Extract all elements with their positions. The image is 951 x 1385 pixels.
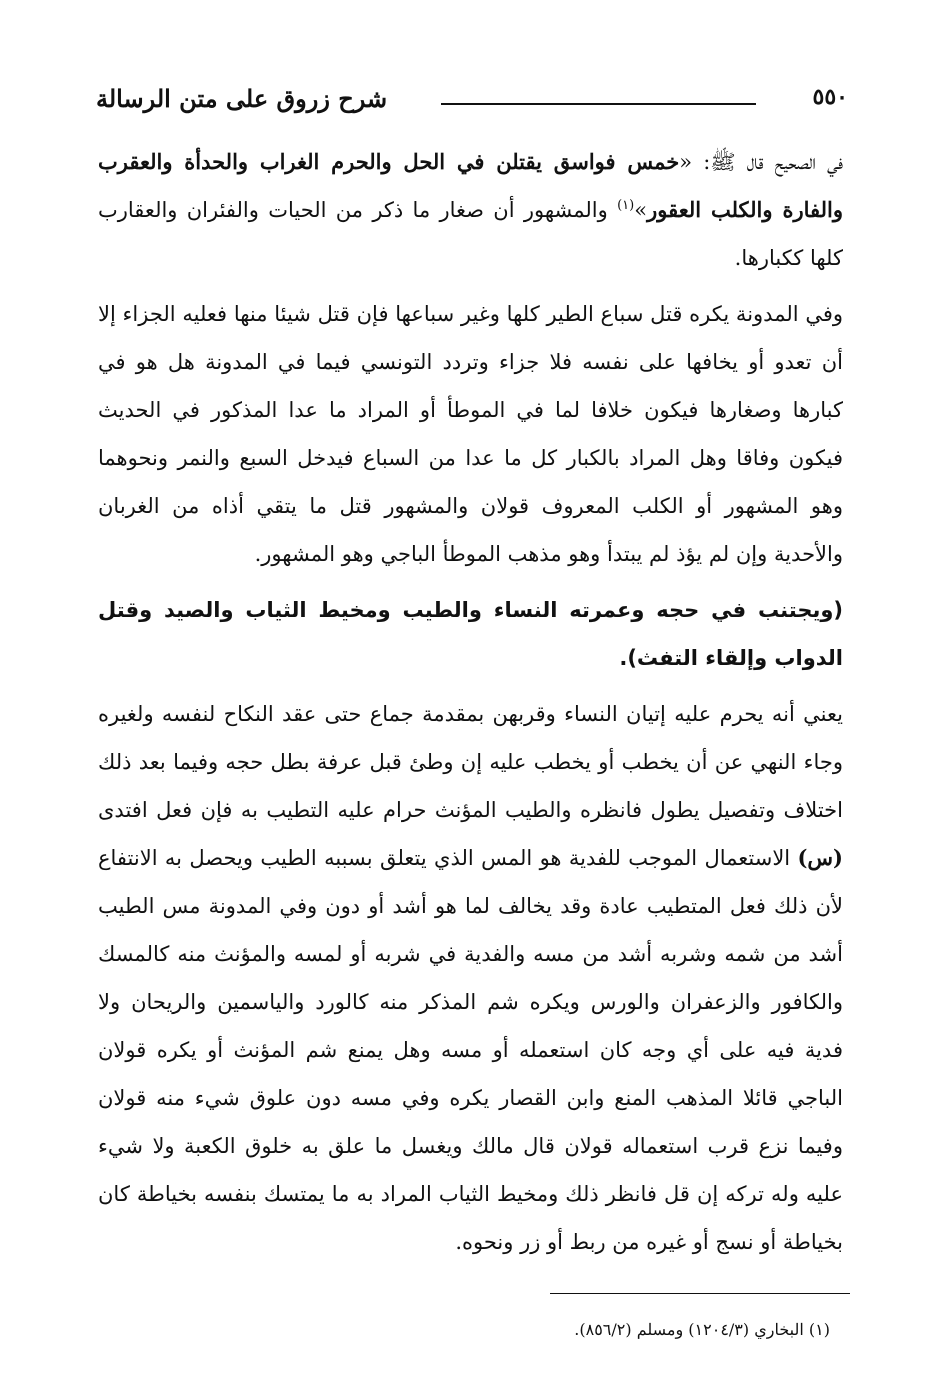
paragraph-hadith [98, 138, 843, 282]
footnote-rule [550, 1293, 850, 1294]
paragraph-commentary [98, 690, 843, 1266]
quote-close: » [634, 198, 648, 222]
commentary-part-2: الاستعمال الموجب للفدية هو المس الذي يتعلق بسببه الطيب ويحصل به الانتفاع لأن ذلك فعل المتطيب عادة وقد يخالف لما هو أشد أو دون وفي المدونة مس الطيب أشد من شمه وشربه أشد من مسه والفدية في شربه أو لمسه والمؤنث منه كالمسك والكافور والزعفران والورس ويكره شم المذكر منه كالورد والياسمين والريحان ولا فدية فيه على أي وجه كان استعمله أو مسه وهل يمنع شم المؤنث أو يكره قولان الباجي قائلا المذهب المنع وابن القصار يكره وفي مسه دون علوق شيء منه قولان وفيما نزع قرب استعماله قولان قال مالك ويغسل ما علق به خلوق الكعبة ولا شيء عليه وله تركه إن قل فانظر ذلك ومخيط الثياب المراد به ما يمتسك بنفسه بخياطة كان بخياطة أو نسج أو غيره من ربط أو زر ونحوه. [98, 846, 843, 1254]
paragraph-mudawwana: وفي المدونة يكره قتل سباع الطير كلها وغير سباعها فإن قتل شيئا منها فعليه الجزاء إلا أن تعدو أو يخافها على نفسه فلا جزاء وتردد التونسي فيما في المدونة هل هو في كبارها وصغارها فيكون خلافا لما في الموطأ أو المراد ما عدا المذكور في الحديث فيكون وفاقا وهل المراد بالكبار كل ما عدا من السباع فيدخل السبع والنمر ونحوهما وهو المشهور أو الكلب المعروف قولان والمشهور قتل ما يتقي أذاه من الغربان والأحدية وإن لم يؤذ لم يبتدأ وهو مذهب الموطأ الباجي وهو المشهور. [98, 302, 843, 566]
body-text [98, 138, 843, 1274]
commentary-part-1: يعني أنه يحرم عليه إتيان النساء وقربهن بمقدمة جماع حتى عقد النكاح لنفسه ولغيره وجاء النهي عن أن يخطب أو يخطب عليه إن وطئ قبل عرفة بطل حجه وفيما بعد ذلك اختلاف وتفصيل يطول فانظره والطيب المؤنث حرام عليه التطيب به فإن فعل افتدى [98, 702, 843, 822]
footnote: (١) البخاري (١٢٠٤/٣) ومسلم (٨٥٦/٢). [574, 1320, 830, 1339]
running-title: شرح زروق على متن الرسالة [96, 84, 388, 113]
question-marker: (س) [797, 845, 843, 870]
page-header [96, 84, 856, 124]
header-rule [441, 103, 756, 105]
matn-heading: (ويجتنب في حجه وعمرته النساء والطيب ومخيط الثياب والصيد وقتل الدواب وإلقاء التفث). [98, 598, 843, 670]
hadith-commentary: والمشهور أن صغار ما ذكر من الحيات والفئران والعقارب كلها ككبارها. [98, 198, 843, 270]
page-number: ٥٥٠ [812, 84, 848, 110]
footnote-ref: (١) [617, 198, 635, 213]
hadith-intro: في الصحيح قال ﷺ: « [679, 150, 843, 174]
hadith-quote: خمس فواسق يقتلن في الحل والحرم الغراب والحدأة والعقرب والفارة والكلب العقور [98, 149, 844, 222]
